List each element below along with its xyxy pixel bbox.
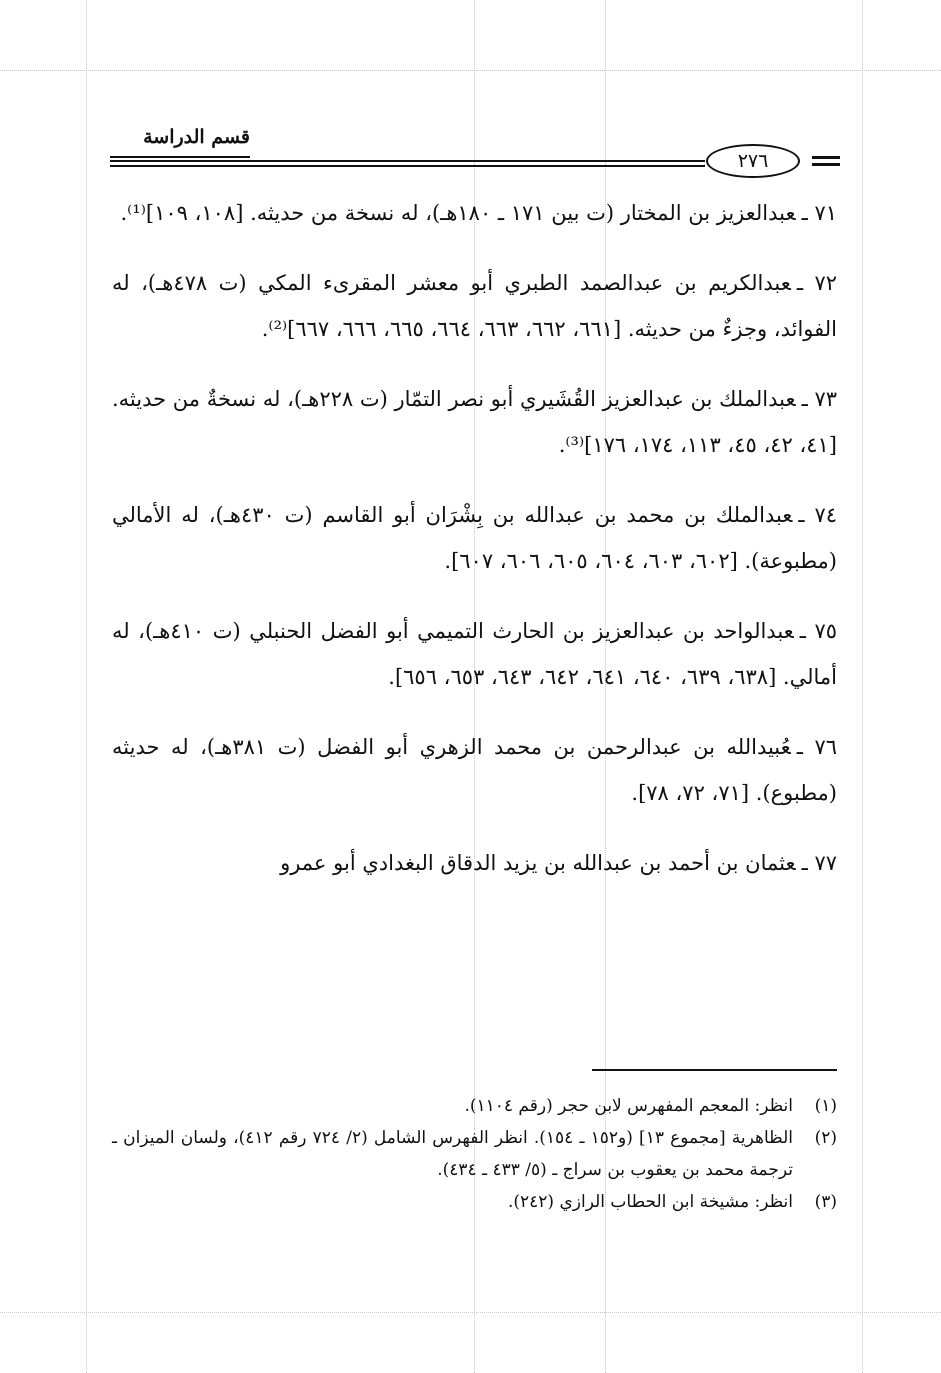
entry — [112, 724, 837, 816]
entry-text: عُبيدالله بن عبدالرحمن بن محمد الزهري أبو الفضل (ت ٣٨١هـ)، له حديثه (مطبوع). [٧١، ٧٢، ٧٨]. — [112, 735, 837, 805]
page-header — [110, 118, 840, 188]
footnote-separator — [592, 1069, 837, 1071]
entry-number: ٧٥ ـ — [799, 619, 838, 643]
entry — [112, 376, 837, 468]
entry-text: عبدالكريم بن عبدالصمد الطبري أبو معشر المقرىء المكي (ت ٤٧٨هـ)، له الفوائد، وجزءٌ من حديثه. [٦٦١، ٦٦٢، ٦٦٣، ٦٦٤، ٦٦٥، ٦٦٦، ٦٦٧]⁽²⁾. — [112, 271, 837, 341]
entry-text: عبدالعزيز بن المختار (ت بين ١٧١ ـ ١٨٠هـ)، له نسخة من حديثه. [١٠٨، ١٠٩]⁽¹⁾. — [120, 201, 796, 225]
scan-guide-line — [86, 0, 87, 1373]
footnote — [112, 1186, 837, 1218]
page-number-badge — [706, 144, 800, 178]
header-rule — [812, 163, 840, 166]
page-number: ٢٧٦ — [737, 150, 769, 172]
entry — [112, 260, 837, 352]
entry-number: ٧١ ـ — [801, 201, 837, 225]
entries-list — [112, 190, 837, 910]
scan-guide-line — [0, 1312, 941, 1313]
entry-number: ٧٦ ـ — [796, 735, 837, 759]
entry-text: عبدالملك بن عبدالعزيز القُشَيري أبو نصر التمّار (ت ٢٢٨هـ)، له نسخةٌ من حديثه. [٤١، ٤٢، ٤٥، ١١٣، ١٧٤، ١٧٦]⁽³⁾. — [112, 387, 837, 457]
footnote-marker: (٣) — [814, 1192, 837, 1212]
entry-number: ٧٣ ـ — [801, 387, 838, 411]
entry-text: عثمان بن أحمد بن عبدالله بن يزيد الدقاق البغدادي أبو عمرو — [280, 851, 796, 875]
footnotes — [112, 1090, 837, 1218]
entry-number: ٧٧ ـ — [801, 851, 837, 875]
entry — [112, 608, 837, 700]
entry — [112, 492, 837, 584]
footnote-text: انظر: المعجم المفهرس لابن حجر (رقم ١١٠٤). — [464, 1096, 793, 1116]
entry — [112, 190, 837, 236]
scan-guide-line — [862, 0, 863, 1373]
entry-number: ٧٢ ـ — [796, 271, 838, 295]
entry — [112, 840, 837, 886]
footnote-text: الظاهرية [مجموع ١٣] (و١٥٢ ـ ١٥٤). انظر الفهرس الشامل (٢/ ٧٢٤ رقم ٤١٢)، ولسان الميزان ـ ترجمة محمد بن يعقوب بن سراج ـ (٥/ ٤٣٣ ـ ٤٣٤). — [112, 1128, 793, 1180]
header-rule — [110, 165, 705, 167]
header-rule — [812, 156, 840, 159]
footnote-text: انظر: مشيخة ابن الحطاب الرازي (٢٤٢). — [507, 1192, 793, 1212]
footnote — [112, 1122, 837, 1186]
footnote — [112, 1090, 837, 1122]
footnote-marker: (١) — [814, 1096, 837, 1116]
entry-text: عبدالملك بن محمد بن عبدالله بن بِشْرَان أبو القاسم (ت ٤٣٠هـ)، له الأمالي (مطبوعة). [٦٠٢، ٦٠٣، ٦٠٤، ٦٠٥، ٦٠٦، ٦٠٧]. — [112, 503, 837, 573]
entry-number: ٧٤ ـ — [798, 503, 837, 527]
footnote-marker: (٢) — [814, 1128, 837, 1148]
entry-text: عبدالواحد بن عبدالعزيز بن الحارث التميمي أبو الفضل الحنبلي (ت ٤١٠هـ)، له أمالي. [٦٣٨، ٦٣٩، ٦٤٠، ٦٤١، ٦٤٢، ٦٤٣، ٦٥٣، ٦٥٦]. — [112, 619, 837, 689]
section-title: قسم الدراسة — [143, 126, 250, 148]
title-underline — [110, 156, 250, 158]
scan-guide-line — [0, 70, 941, 71]
header-rule — [110, 160, 705, 162]
